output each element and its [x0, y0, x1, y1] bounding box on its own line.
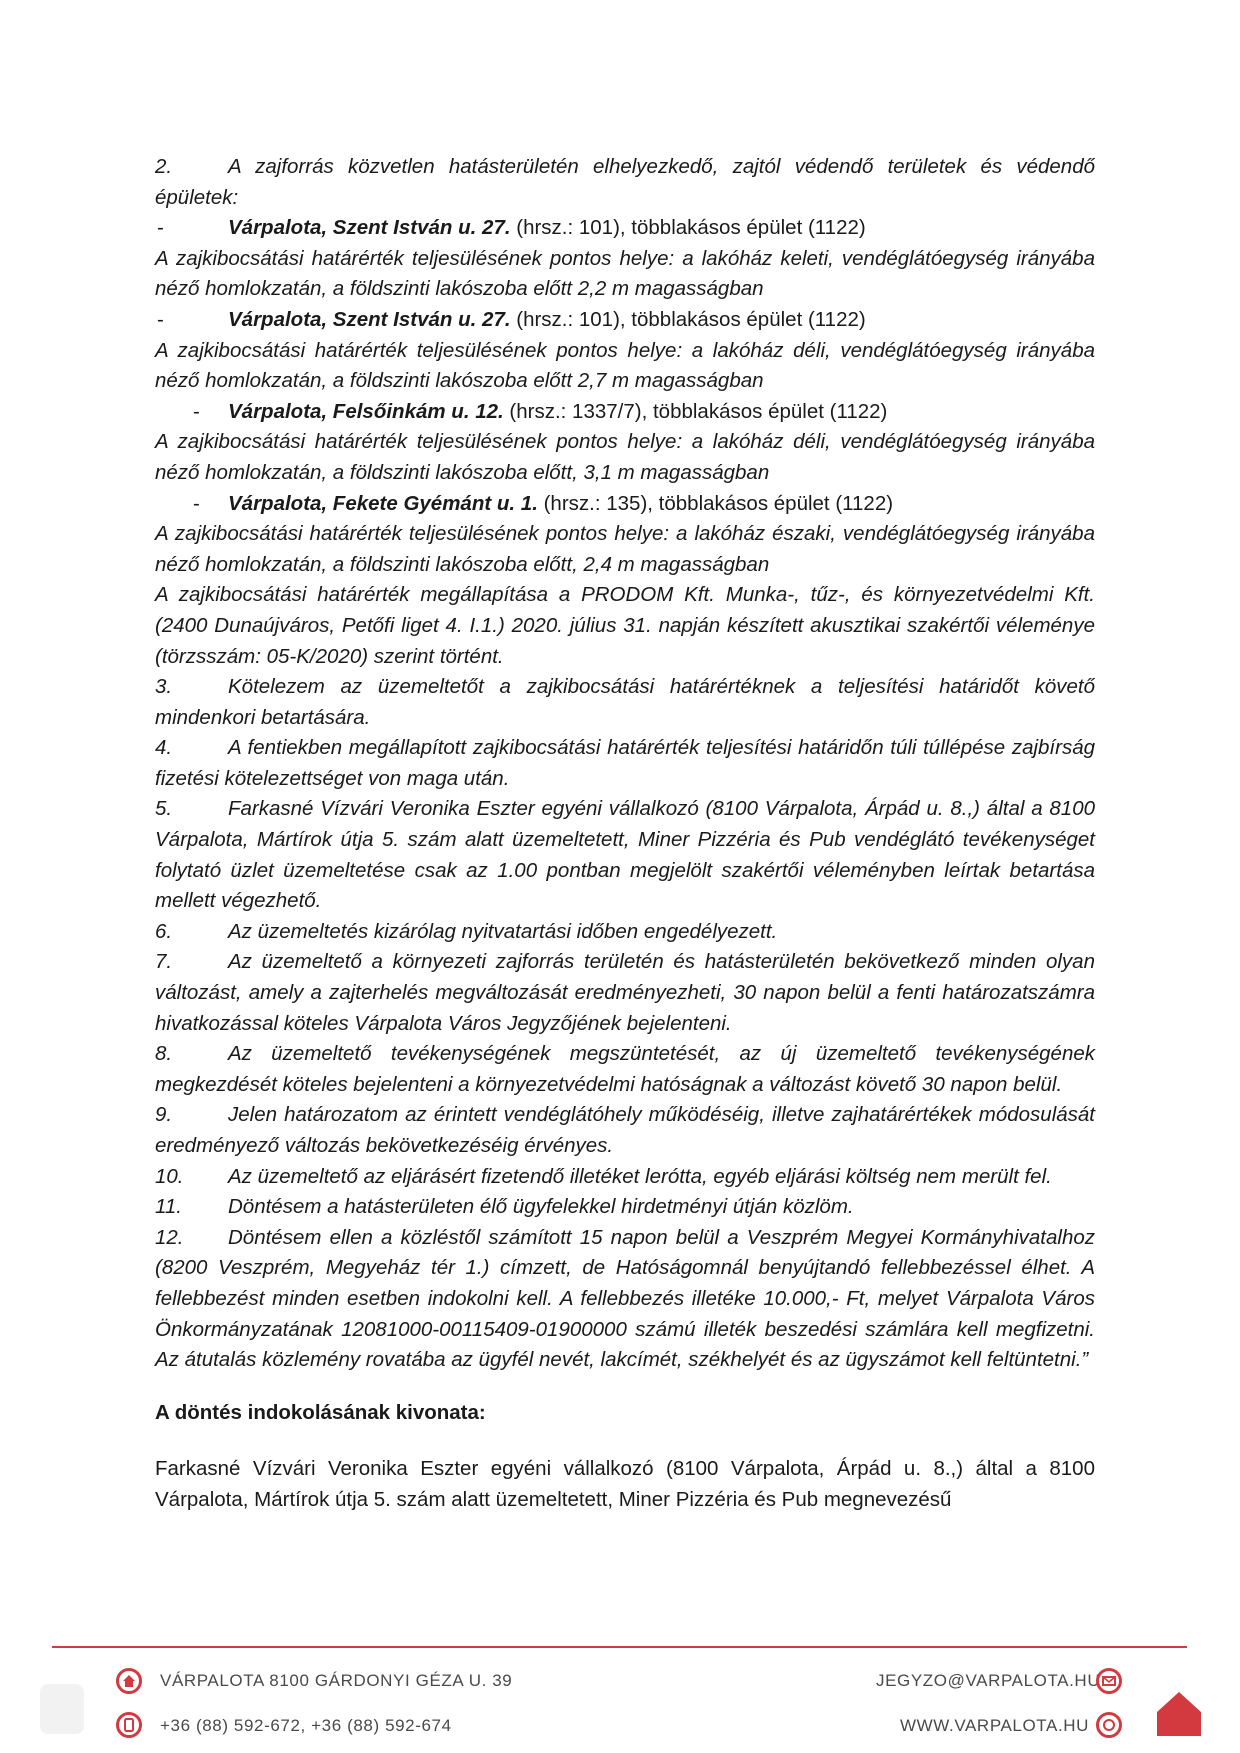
building-details: (hrsz.: 101), többlakásos épület (1122): [510, 307, 866, 331]
building-location-desc: A zajkibocsátási határérték teljesülésének pontos helye: a lakóház déli, vendéglátóegység irányába néző homlokzatán, a földszinti lakószoba előtt 2,7 m magasságban: [155, 338, 1095, 393]
item-11: [155, 1192, 1095, 1223]
email-icon: [1096, 1668, 1122, 1694]
item-text: Döntésem a hatásterületen élő ügyfelekkel hirdetményi útján közlöm.: [228, 1195, 854, 1219]
item-number: 9.: [155, 1103, 173, 1127]
item-text: Az üzemeltető a környezeti zajforrás területén és hatásterületén bekövetkező minden olyan változást, amely a zajterhelés megváltozását eredményezheti, 30 napon belül a fenti határozatszámra hivatkozással köteles Várpalota Város Jegyzőjének bejelenteni.: [155, 950, 1095, 1035]
item-number: 11.: [155, 1195, 182, 1219]
item-3: [155, 672, 1095, 733]
seal-mark: [40, 1684, 84, 1734]
item-9: [155, 1100, 1095, 1161]
footer-divider: [52, 1646, 1187, 1648]
home-corner-icon: [1154, 1688, 1204, 1743]
building-entry: [155, 305, 1095, 336]
item-number: 8.: [155, 1042, 173, 1066]
document-body: [155, 152, 1095, 1516]
item-text: Az üzemeltető az eljárásért fizetendő illetéket lerótta, egyéb eljárási költség nem merült fel.: [228, 1164, 1052, 1188]
footer-address: VÁRPALOTA 8100 GÁRDONYI GÉZA U. 39: [160, 1671, 513, 1690]
item-number: 3.: [155, 675, 173, 699]
justification-heading: A döntés indokolásának kivonata:: [155, 1400, 486, 1424]
item-text: Kötelezem az üzemeltetőt a zajkibocsátási határértéknek a teljesítési határidőt követő mindenkori betartására.: [155, 675, 1095, 729]
bullet-dash: -: [193, 491, 200, 515]
item-text: Az üzemeltető tevékenységének megszüntetését, az új üzemeltető tevékenységének megkezdését köteles bejelenteni a környezetvédelmi hatóságnak a változást követő 30 napon belül.: [155, 1042, 1095, 1096]
item-number: 12.: [155, 1225, 184, 1249]
item-number: 10.: [155, 1164, 184, 1188]
building-details: (hrsz.: 135), többlakásos épület (1122): [537, 491, 894, 515]
building-entry: [155, 489, 1095, 520]
bullet-dash: -: [193, 399, 200, 423]
building-address: Várpalota, Szent István u. 27.: [228, 216, 511, 240]
item-text: Döntésem ellen a közléstől számított 15 napon belül a Veszprém Megyei Kormányhivatalhoz (8200 Veszprém, Megyeház tér 1.) címzett, de Hatóságomnál benyújtandó fellebbezéssel élhet. A fellebbezést minden esetben indokolni kell. A fellebbezés illetéke 10.000,- Ft, melyet Várpalota Város Önkormányzatának 12081000-00115409-01900000 számú illeték beszedési számlára kell megfizetni. Az átutalás közlemény rovatába az ügyfél nevét, lakcímét, székhelyét és az ügyszámot kell feltüntetni.”: [155, 1225, 1095, 1372]
building-address: Várpalota, Fekete Gyémánt u. 1.: [228, 491, 538, 515]
item-text: A fentiekben megállapított zajkibocsátási határérték teljesítési határidőn túli túllépése zajbírság fizetési kötelezettséget von maga után.: [155, 736, 1095, 790]
item-4: [155, 733, 1095, 794]
item-text: A zajforrás közvetlen hatásterületén elhelyezkedő, zajtól védendő területek és védendő épületek:: [155, 155, 1095, 209]
item-8: [155, 1039, 1095, 1100]
building-address: Várpalota, Felsőinkám u. 12.: [228, 399, 504, 423]
building-location-desc: A zajkibocsátási határérték teljesülésének pontos helye: a lakóház északi, vendéglátóegység irányába néző homlokzatán, a földszinti lakószoba előtt, 2,4 m magasságban: [155, 522, 1095, 576]
item-12: [155, 1223, 1095, 1376]
item-number: 6.: [155, 919, 173, 943]
bullet-dash: -: [157, 216, 164, 240]
item-5: [155, 794, 1095, 916]
item-number: 5.: [155, 797, 173, 821]
bullet-dash: -: [157, 307, 164, 331]
building-details: (hrsz.: 101), többlakásos épület (1122): [510, 216, 866, 240]
item-number: 4.: [155, 736, 173, 760]
item-number: 2.: [155, 155, 173, 178]
building-entry: [155, 397, 1095, 428]
building-location-desc: A zajkibocsátási határérték teljesülésének pontos helye: a lakóház keleti, vendéglátóegység irányába néző homlokzatán, a földszinti lakószoba előtt 2,2 m magasságban: [155, 246, 1095, 301]
building-entry: [155, 213, 1095, 244]
expert-opinion-note: A zajkibocsátási határérték megállapítása a PRODOM Kft. Munka-, tűz-, és környezetvédelmi Kft. (2400 Dunaújváros, Petőfi liget 4. I.1.) 2020. július 31. napján készített akusztikai szakértői véleménye (törzsszám: 05-K/2020) szerint történt.: [155, 583, 1095, 668]
phone-icon: [116, 1712, 142, 1738]
item-number: 7.: [155, 950, 173, 974]
footer-email[interactable]: JEGYZO@VARPALOTA.HU: [876, 1671, 1101, 1690]
item-text: Jelen határozatom az érintett vendéglátóhely működéséig, illetve zajhatárértékek módosulását eredményező változás bekövetkezéséig érvényes.: [155, 1103, 1095, 1157]
item-7: [155, 947, 1095, 1039]
item-6: [155, 917, 1095, 948]
web-icon: [1096, 1712, 1122, 1738]
home-icon: [116, 1668, 142, 1694]
building-location-desc: A zajkibocsátási határérték teljesülésének pontos helye: a lakóház déli, vendéglátóegység irányába néző homlokzatán, a földszinti lakószoba előtt, 3,1 m magasságban: [155, 430, 1095, 484]
item-text: Farkasné Vízvári Veronika Eszter egyéni vállalkozó (8100 Várpalota, Árpád u. 8.,) által a 8100 Várpalota, Mártírok útja 5. szám alatt üzemeltetett, Miner Pizzéria és Pub vendéglátó tevékenységet folytató üzlet üzemeltetése csak az 1.00 pontban megjelölt szakértői véleményben leírtak betartása mellett végezhető.: [155, 797, 1095, 913]
item-10: [155, 1162, 1095, 1193]
justification-text: Farkasné Vízvári Veronika Eszter egyéni vállalkozó (8100 Várpalota, Árpád u. 8.,) által a 8100 Várpalota, Mártírok útja 5. szám alatt üzemeltetett, Miner Pizzéria és Pub megnevezésű: [155, 1457, 1095, 1511]
footer-phone: +36 (88) 592-672, +36 (88) 592-674: [160, 1716, 452, 1735]
building-details: (hrsz.: 1337/7), többlakásos épület (1122): [503, 399, 888, 423]
item-text: Az üzemeltetés kizárólag nyitvatartási időben engedélyezett.: [228, 919, 778, 943]
footer-website[interactable]: WWW.VARPALOTA.HU: [900, 1716, 1090, 1735]
item-2: [155, 152, 1095, 213]
building-address: Várpalota, Szent István u. 27.: [228, 307, 511, 331]
